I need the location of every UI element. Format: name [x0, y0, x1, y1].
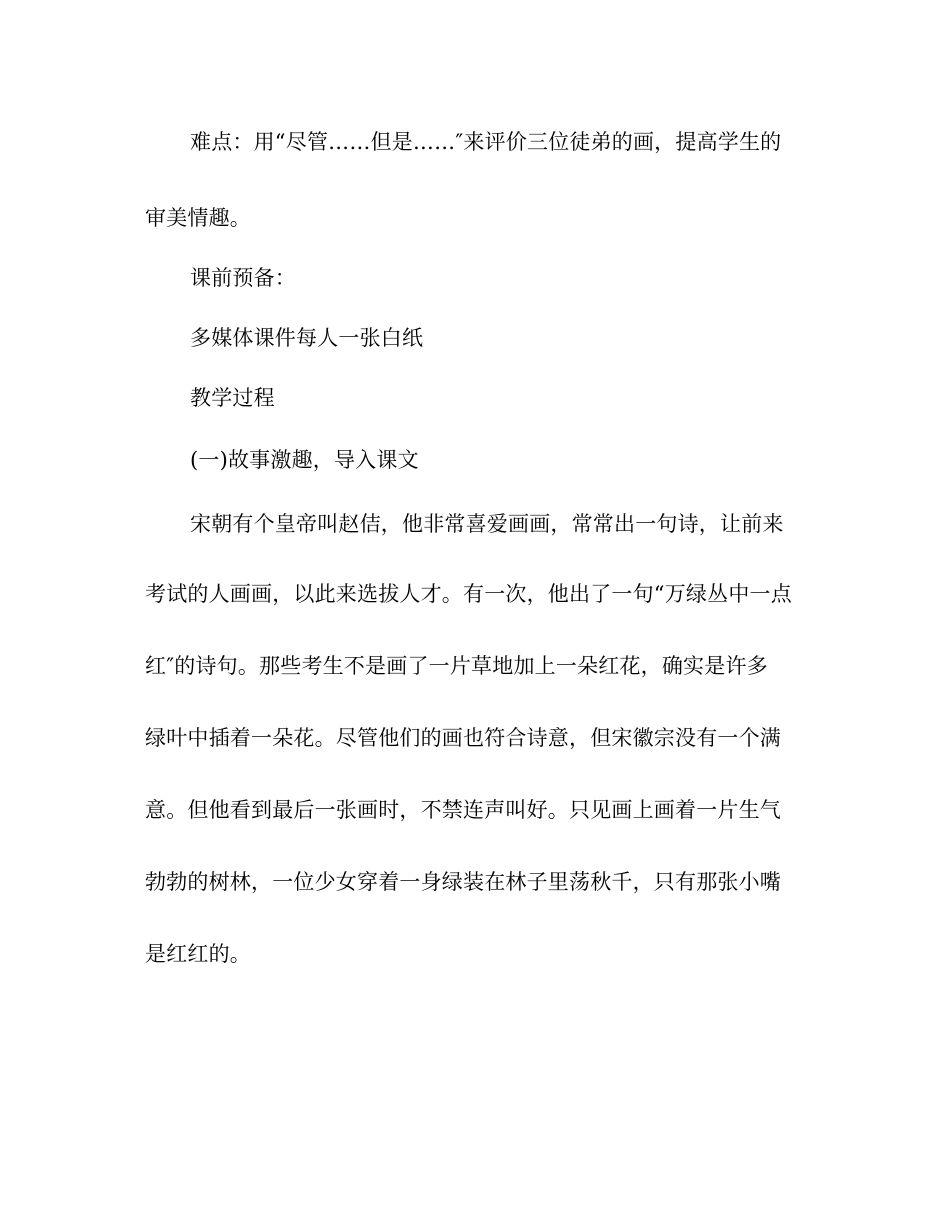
heading-preparation: 课前预备：	[190, 266, 296, 290]
story-paragraph-line-3: 红″的诗句。那些考生不是画了一片草地加上一朵红花，确实是许多	[145, 654, 768, 678]
section-heading-story: (一)故事激趣，导入课文	[190, 448, 419, 472]
story-paragraph-line-7: 是红红的。	[145, 942, 251, 966]
story-paragraph-line-2: 考试的人画画，以此来选拔人才。有一次，他出了一句“万绿丛中一点	[145, 582, 792, 606]
story-paragraph-line-5: 意。但他看到最后一张画时，不禁连声叫好。只见画上画着一片生气	[145, 798, 781, 822]
story-paragraph-line-6: 勃勃的树林，一位少女穿着一身绿装在林子里荡秋千，只有那张小嘴	[145, 870, 781, 894]
preparation-materials: 多媒体课件每人一张白纸	[190, 326, 424, 350]
paragraph-difficulty-line-1: 难点：用“尽管……但是……″来评价三位徒弟的画，提高学生的	[190, 130, 782, 154]
heading-teaching-process: 教学过程	[190, 386, 275, 410]
story-paragraph-line-1: 宋朝有个皇帝叫赵佶，他非常喜爱画画，常常出一句诗，让前来	[190, 512, 784, 536]
story-paragraph-line-4: 绿叶中插着一朵花。尽管他们的画也符合诗意，但宋徽宗没有一个满	[145, 726, 781, 750]
paragraph-difficulty-line-2: 审美情趣。	[145, 206, 251, 230]
